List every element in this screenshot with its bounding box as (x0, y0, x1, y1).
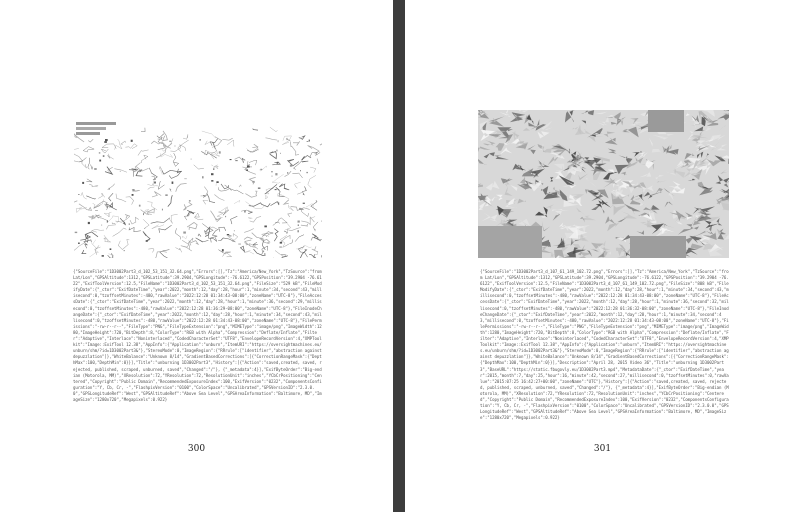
page-number: 300 (187, 444, 206, 454)
page-301-caption: {"SourceFile":"1D3002Part3_d_107_61_149_102.72.png","Errors":[],"Tz":"America/New_York","TzSource":"from Lat/Lon","GPSAltitude":1312,"GPSLatitude":39.2904,"GPSLongitude":-76.6122,"GPSPosition":"39.2904 -76.6122","ExifToolVersion":12.5,"FileName":"1D3002Part3_d_107_61_149_102.72.png","FileSize":"808 kB","FileModifyDate":{"_ctor":"ExifDateTime","year":2022,"month":12,"day":28,"hour":1,"minute":34,"second":43,"millisecond":0,"tzoffsetMinutes":-480,"rawValue":"2022:12:28 01:34:43-08:00","zoneName":"UTC-8"},"FileAccessDate":{"_ctor":"ExifDateTime","year":2022,"month":12,"day":28,"hour":1,"minute":36,"second":32,"millisecond":0,"tzoffsetMinutes":-480,"rawValue":"2022:12:28 01:36:32-08:00","zoneName":"UTC-8"},"FileInodeChangeDate":{"_ctor":"ExifDateTime","year":2022,"month":12,"day":28,"hour":1,"minute":34,"second":43,"millisecond":0,"tzoffsetMinutes":-480,"rawValue":"2022:12:28 01:34:43-08:00","zoneName":"UTC-8"},"FilePermissions":"-rw-r--r--","FileType":"PNG","FileTypeExtension":"png","MIMEType":"image/png","ImageWidth":1280,"ImageHeight":720,"BitDepth":8,"ColorType":"RGB with Alpha","Compression":"Deflate/Inflate","Filter":"Adaptive","Interlace":"Noninterlaced","CodedCharacterSet":"UTF8","EnvelopeRecordVersion":4,"XMPToolkit":"Image::ExifTool 12.38","AppInfo":{"Application":"unburn","ItemURI":"https://oversightmachines.eu/unburn/shm/?id=1D3002Part3&"},"StereoMode":0,"ImageRegion":{"RRrule":["identifier","abstraction against depuzzlation"]},"WhiteBalance":"Unknown 8/14","GradientBasedCorrections":[{"CorrectionRangeMask":{"DepthMax":100,"DepthMin":0}}],"Description":"April 28, 2015 Video 36","Title":"unburning 1D3002Part3","BaseURL":"https://static.fbugovly.eu/1D3002Part3.mp4","MetadataDate":{"_ctor":"ExifDateTime","year":2015,"month":7,"day":25,"hour":16,"minute":42,"second":27,"millisecond":0,"tzoffsetMinutes":0,"rawValue":"2015:07:25 16:42:27+00:00","zoneName":"UTC"},"History":[{"Action":"saved,created, saved, rejected, published, scraped, unburned, saved","Changed":"/"}, {"_metadata":4}],"ExifByteOrder":"Big-endian (Motorola, MM)","XResolution":72,"YResolution":72,"ResolutionUnit":"inches","YCbCrPositioning":"Centered","Copyright":"Public Domain","RecommendedExposureIndex":100,"ExifVersion":"0232","ComponentsConfiguration":"Y, Cb, Cr, -","FlashpixVersion":"0100","ColorSpace":"Uncalibrated","GPSVersionID":"2.3.0.0","GPSLongitudeRef":"West","GPSAltitudeRef":"Above Sea Level","GPSAreaInformation":"Baltimore, MD","ImageSize":"1280x720","Megapixels":0.922} (480, 269, 729, 421)
page-301[interactable] (405, 0, 800, 512)
page-number: 301 (593, 444, 612, 454)
abstract-photo-icon (74, 110, 322, 258)
page-300-caption: {"SourceFile":"1D3002Part3_d_102_53_151_32.64.png","Errors":[],"Tz":"America/New_York","TzSource":"from Lat/Lon","GPSAltitude":1312,"GPSLatitude":39.2904,"GPSLongitude":-76.6122,"GPSPosition":"39.2904 -76.6122","ExifToolVersion":12.5,"FileName":"1D3002Part3_d_102_53_151_32.64.png","FileSize":"529 kB","FileModifyDate":{"_ctor":"ExifDateTime","year":2022,"month":12,"day":28,"hour":1,"minute":34,"second":43,"millisecond":0,"tzoffsetMinutes":-480,"rawValue":"2022:12:28 01:34:43-08:00","zoneName":"UTC-8"},"FileAccessDate":{"_ctor":"ExifDateTime","year":2022,"month":12,"day":28,"hour":1,"minute":36,"second":29,"millisecond":0,"tzoffsetMinutes":-480,"rawValue":"2022:12:28 01:36:29-08:00","zoneName":"UTC-8"},"FileInodeChangeDate":{"_ctor":"ExifDateTime","year":2022,"month":12,"day":28,"hour":1,"minute":34,"second":43,"millisecond":0,"tzoffsetMinutes":-480,"rawValue":"2022:12:28 01:34:43-08:00","zoneName":"UTC-8"},"FilePermissions":"-rw-r--r--","FileType":"PNG","FileTypeExtension":"png","MIMEType":"image/png","ImageWidth":1280,"ImageHeight":720,"BitDepth":8,"ColorType":"RGB with Alpha","Compression":"Deflate/Inflate","Filter":"Adaptive","Interlace":"Noninterlaced","CodedCharacterSet":"UTF8","EnvelopeRecordVersion":4,"XMPToolkit":"Image::ExifTool 12.38","AppInfo":{"Application":"unburn","ItemURI":"https://oversightmachines.eu/unburn/shm/?id=1D3002Part3&"},"StereoMode":0,"ImageRegion":{"RRrule":["identifier","abstraction against depuzzlation"]},"WhiteBalance":"Unknown 8/14","GradientBasedCorrections":[{"CorrectionRangeMask":{"DepthMax":100,"DepthMin":0}}],"Title":"unburning 1D3002Part3","History":[{"Action":"saved,created, saved, rejected, published, scraped, unburned, saved","Changed":"/"}, {"_metadata":4}],"ExifByteOrder":"Big-endian (Motorola, MM)","XResolution":72,"YResolution":72,"ResolutionUnit":"inches","YCbCrPositioning":"Centered","Copyright":"Public Domain","RecommendedExposureIndex":100,"ExifVersion":"0232","ComponentsConfiguration":"Y, Cb, Cr, -","FlashpixVersion":"0100","ColorSpace":"Uncalibrated","GPSVersionID":"2.3.0.0","GPSLongitudeRef":"West","GPSAltitudeRef":"Above Sea Level","GPSAreaInformation":"Baltimore, MD","ImageSize":"1280x720","Megapixels":0.922} (73, 269, 322, 402)
page-301-figure (478, 110, 729, 258)
page-300-figure (74, 110, 322, 258)
abstract-photo-icon (478, 110, 729, 258)
page-300[interactable] (0, 0, 393, 512)
